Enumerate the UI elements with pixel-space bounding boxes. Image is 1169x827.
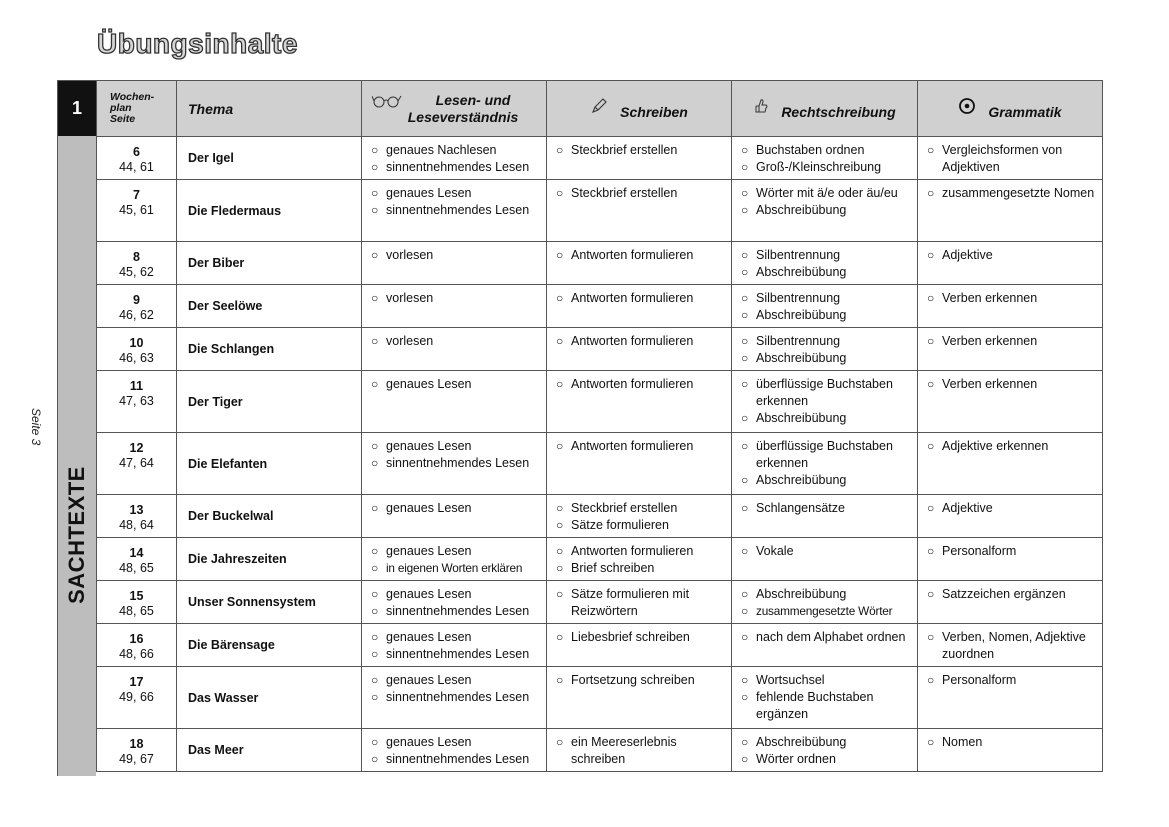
recht-cell: [732, 285, 918, 328]
page-numbers: 46, 62: [119, 308, 154, 322]
week-number: 12: [129, 441, 144, 455]
list-item: ○ sinnentnehmendes Lesen: [371, 455, 540, 472]
list-item: ○ Steckbrief erstellen: [556, 142, 725, 159]
week-number: 8: [133, 250, 140, 264]
week-cell: [97, 538, 177, 581]
list-item: ○ Antworten formulieren: [556, 290, 725, 307]
lesen-cell: [362, 328, 547, 371]
list-item: ○ Sätze formulieren: [556, 517, 725, 534]
schreiben-cell: [547, 495, 732, 538]
recht-cell: [732, 581, 918, 624]
thema-cell: Der Buckelwal: [177, 495, 362, 538]
week-number: 14: [129, 546, 144, 560]
list-item: ○ Sätze formulieren mit Reizwörtern: [556, 586, 725, 620]
page-numbers: 44, 61: [119, 160, 154, 174]
lesen-cell: [362, 371, 547, 433]
lesen-cell: [362, 180, 547, 242]
list-item: ○ Silbentrennung: [741, 290, 911, 307]
schreiben-cell: [547, 433, 732, 495]
gram-cell: [918, 495, 1103, 538]
lesen-cell: [362, 538, 547, 581]
gram-cell: [918, 371, 1103, 433]
list-item: ○ Adjektive erkennen: [927, 438, 1096, 455]
section-label: SACHTEXTE: [64, 466, 89, 604]
target-icon: [958, 97, 976, 118]
table-row: [58, 667, 1103, 729]
list-item: ○ fehlende Buchstaben ergänzen: [741, 689, 911, 723]
gram-cell: [918, 581, 1103, 624]
table-row: [58, 433, 1103, 495]
list-item: ○ Verben erkennen: [927, 376, 1096, 393]
list-item: ○ Silbentrennung: [741, 333, 911, 350]
list-item: ○ Abschreibübung: [741, 264, 911, 281]
list-item: ○ Satzzeichen ergänzen: [927, 586, 1096, 603]
list-item: ○ zusammengesetzte Wörter: [741, 603, 911, 620]
list-item: ○ Antworten formulieren: [556, 438, 725, 455]
page-numbers: 46, 63: [119, 351, 154, 365]
week-cell: [97, 242, 177, 285]
schreiben-cell: [547, 729, 732, 772]
thema-cell: Die Schlangen: [177, 328, 362, 371]
list-item: ○ sinnentnehmendes Lesen: [371, 689, 540, 706]
week-number: 16: [129, 632, 144, 646]
page-numbers: 48, 66: [119, 647, 154, 661]
list-item: ○ Abschreibübung: [741, 202, 911, 219]
list-item: ○ Silbentrennung: [741, 247, 911, 264]
recht-cell: [732, 328, 918, 371]
thema-cell: Die Jahreszeiten: [177, 538, 362, 581]
list-item: ○ Adjektive: [927, 247, 1096, 264]
gram-cell: [918, 285, 1103, 328]
recht-cell: [732, 495, 918, 538]
list-item: ○ in eigenen Worten erklären: [371, 560, 540, 577]
list-item: ○ sinnentnehmendes Lesen: [371, 159, 540, 176]
gram-cell: [918, 624, 1103, 667]
list-item: ○ Schlangensätze: [741, 500, 911, 517]
table-header-row: [58, 81, 1103, 137]
grammatik-header: Grammatik: [918, 81, 1103, 137]
list-item: ○ Fortsetzung schreiben: [556, 672, 725, 689]
schreiben-cell: [547, 137, 732, 180]
recht-cell: [732, 538, 918, 581]
list-item: ○ sinnentnehmendes Lesen: [371, 646, 540, 663]
week-number: 6: [133, 145, 140, 159]
thema-cell: Das Wasser: [177, 667, 362, 729]
list-item: ○ Abschreibübung: [741, 472, 911, 489]
thema-cell: Der Biber: [177, 242, 362, 285]
thema-cell: Die Bärensage: [177, 624, 362, 667]
list-item: ○ Antworten formulieren: [556, 247, 725, 264]
list-item: ○ zusammengesetzte Nomen: [927, 185, 1096, 202]
list-item: ○ genaues Lesen: [371, 376, 540, 393]
list-item: ○ vorlesen: [371, 247, 540, 264]
recht-cell: [732, 667, 918, 729]
thema-cell: Die Fledermaus: [177, 180, 362, 242]
week-cell: [97, 433, 177, 495]
gram-cell: [918, 538, 1103, 581]
list-item: ○ Verben erkennen: [927, 290, 1096, 307]
page-numbers: 48, 65: [119, 561, 154, 575]
list-item: ○ überflüssige Buchstaben erkennen: [741, 438, 911, 472]
page-numbers: 49, 66: [119, 690, 154, 704]
table-row: [58, 624, 1103, 667]
lesen-cell: [362, 433, 547, 495]
list-item: ○ Vergleichsformen von Adjektiven: [927, 142, 1096, 176]
list-item: ○ genaues Lesen: [371, 672, 540, 689]
schreiben-header: Schreiben: [547, 81, 732, 137]
page-numbers: 47, 63: [119, 394, 154, 408]
list-item: ○ Abschreibübung: [741, 734, 911, 751]
list-item: ○ sinnentnehmendes Lesen: [371, 751, 540, 768]
schreiben-cell: [547, 667, 732, 729]
recht-cell: [732, 433, 918, 495]
exercise-table: [57, 80, 1103, 772]
recht-cell: [732, 180, 918, 242]
list-item: ○ Groß-/Kleinschreibung: [741, 159, 911, 176]
list-item: ○ genaues Lesen: [371, 500, 540, 517]
list-item: ○ Verben, Nomen, Adjektive zuordnen: [927, 629, 1096, 663]
week-number: 13: [129, 503, 144, 517]
table-row: [58, 242, 1103, 285]
thema-cell: Der Igel: [177, 137, 362, 180]
week-cell: [97, 285, 177, 328]
list-item: ○ Steckbrief erstellen: [556, 500, 725, 517]
list-item: ○ Personalform: [927, 543, 1096, 560]
week-cell: [97, 495, 177, 538]
week-cell: [97, 624, 177, 667]
week-cell: [97, 729, 177, 772]
list-item: ○ genaues Lesen: [371, 438, 540, 455]
list-item: ○ Nomen: [927, 734, 1096, 751]
glasses-icon: [372, 94, 402, 112]
week-cell: [97, 371, 177, 433]
gram-cell: [918, 433, 1103, 495]
list-item: ○ sinnentnehmendes Lesen: [371, 202, 540, 219]
schreiben-cell: [547, 328, 732, 371]
page-numbers: 49, 67: [119, 752, 154, 766]
schreiben-cell: [547, 581, 732, 624]
thema-cell: Die Elefanten: [177, 433, 362, 495]
list-item: ○ Steckbrief erstellen: [556, 185, 725, 202]
page-title: Übungsinhalte: [97, 28, 298, 59]
list-item: ○ genaues Lesen: [371, 629, 540, 646]
lesen-cell: [362, 667, 547, 729]
list-item: ○ Abschreibübung: [741, 350, 911, 367]
schreiben-cell: [547, 285, 732, 328]
schreiben-cell: [547, 538, 732, 581]
gram-cell: [918, 242, 1103, 285]
list-item: ○ Abschreibübung: [741, 586, 911, 603]
list-item: ○ vorlesen: [371, 333, 540, 350]
list-item: ○ nach dem Alphabet ordnen: [741, 629, 911, 646]
gram-cell: [918, 137, 1103, 180]
list-item: ○ Verben erkennen: [927, 333, 1096, 350]
recht-cell: [732, 371, 918, 433]
lesen-cell: [362, 285, 547, 328]
recht-cell: [732, 137, 918, 180]
page-numbers: 47, 64: [119, 456, 154, 470]
list-item: ○ Personalform: [927, 672, 1096, 689]
week-number: 10: [129, 336, 144, 350]
list-item: ○ genaues Lesen: [371, 734, 540, 751]
week-cell: [97, 581, 177, 624]
recht-cell: [732, 242, 918, 285]
list-item: ○ Antworten formulieren: [556, 376, 725, 393]
list-item: ○ Abschreibübung: [741, 410, 911, 427]
lesen-cell: [362, 137, 547, 180]
thema-cell: Unser Sonnensystem: [177, 581, 362, 624]
page-numbers: 45, 62: [119, 265, 154, 279]
lesen-header: Lesen- und Leseverständnis: [362, 81, 547, 137]
table-row: [58, 285, 1103, 328]
table-row: [58, 495, 1103, 538]
unit-number: 1: [58, 81, 97, 137]
wochenplan-header: Wochen- plan Seite: [97, 81, 177, 137]
schreiben-cell: [547, 180, 732, 242]
week-number: 11: [129, 379, 144, 393]
table-row: [58, 180, 1103, 242]
table-row: [58, 729, 1103, 772]
thema-header: Thema: [177, 81, 362, 137]
list-item: ○ genaues Lesen: [371, 543, 540, 560]
lesen-cell: [362, 581, 547, 624]
schreiben-cell: [547, 371, 732, 433]
week-number: 7: [133, 188, 140, 202]
week-number: 18: [129, 737, 144, 751]
list-item: ○ sinnentnehmendes Lesen: [371, 603, 540, 620]
list-item: ○ genaues Lesen: [371, 185, 540, 202]
page-numbers: 48, 65: [119, 604, 154, 618]
list-item: ○ ein Meereserlebnis schreiben: [556, 734, 725, 768]
week-number: 15: [129, 589, 144, 603]
list-item: ○ überflüssige Buchstaben erkennen: [741, 376, 911, 410]
week-cell: [97, 137, 177, 180]
list-item: ○ Adjektive: [927, 500, 1096, 517]
recht-cell: [732, 729, 918, 772]
table-row: [58, 581, 1103, 624]
list-item: ○ Abschreibübung: [741, 307, 911, 324]
lesen-cell: [362, 729, 547, 772]
lesen-cell: [362, 495, 547, 538]
list-item: ○ Antworten formulieren: [556, 543, 725, 560]
recht-cell: [732, 624, 918, 667]
page-numbers: 48, 64: [119, 518, 154, 532]
table-row: [58, 538, 1103, 581]
list-item: ○ Wortsuchsel: [741, 672, 911, 689]
page-number-note: Seite 3: [29, 408, 43, 446]
schreiben-cell: [547, 624, 732, 667]
list-item: ○ genaues Nachlesen: [371, 142, 540, 159]
gram-cell: [918, 729, 1103, 772]
list-item: ○ Antworten formulieren: [556, 333, 725, 350]
thumbs-up-icon: [753, 97, 769, 118]
gram-cell: [918, 667, 1103, 729]
week-cell: [97, 180, 177, 242]
lesen-cell: [362, 624, 547, 667]
thema-cell: Der Tiger: [177, 371, 362, 433]
list-item: ○ Vokale: [741, 543, 911, 560]
gram-cell: [918, 328, 1103, 371]
lesen-cell: [362, 242, 547, 285]
list-item: ○ Brief schreiben: [556, 560, 725, 577]
list-item: ○ Wörter ordnen: [741, 751, 911, 768]
schreiben-cell: [547, 242, 732, 285]
week-number: 9: [133, 293, 140, 307]
list-item: ○ vorlesen: [371, 290, 540, 307]
list-item: ○ Wörter mit ä/e oder äu/eu: [741, 185, 911, 202]
week-number: 17: [129, 675, 144, 689]
table-row: [58, 328, 1103, 371]
thema-cell: Das Meer: [177, 729, 362, 772]
table-body: [58, 137, 1103, 772]
week-cell: [97, 667, 177, 729]
page-numbers: 45, 61: [119, 203, 154, 217]
table-row: [58, 137, 1103, 180]
list-item: ○ genaues Lesen: [371, 586, 540, 603]
table-row: [58, 371, 1103, 433]
list-item: ○ Buchstaben ordnen: [741, 142, 911, 159]
thema-cell: Der Seelöwe: [177, 285, 362, 328]
list-item: ○ Liebesbrief schreiben: [556, 629, 725, 646]
week-cell: [97, 328, 177, 371]
pencil-icon: [590, 97, 608, 118]
rechtschreibung-header: Rechtschreibung: [732, 81, 918, 137]
gram-cell: [918, 180, 1103, 242]
